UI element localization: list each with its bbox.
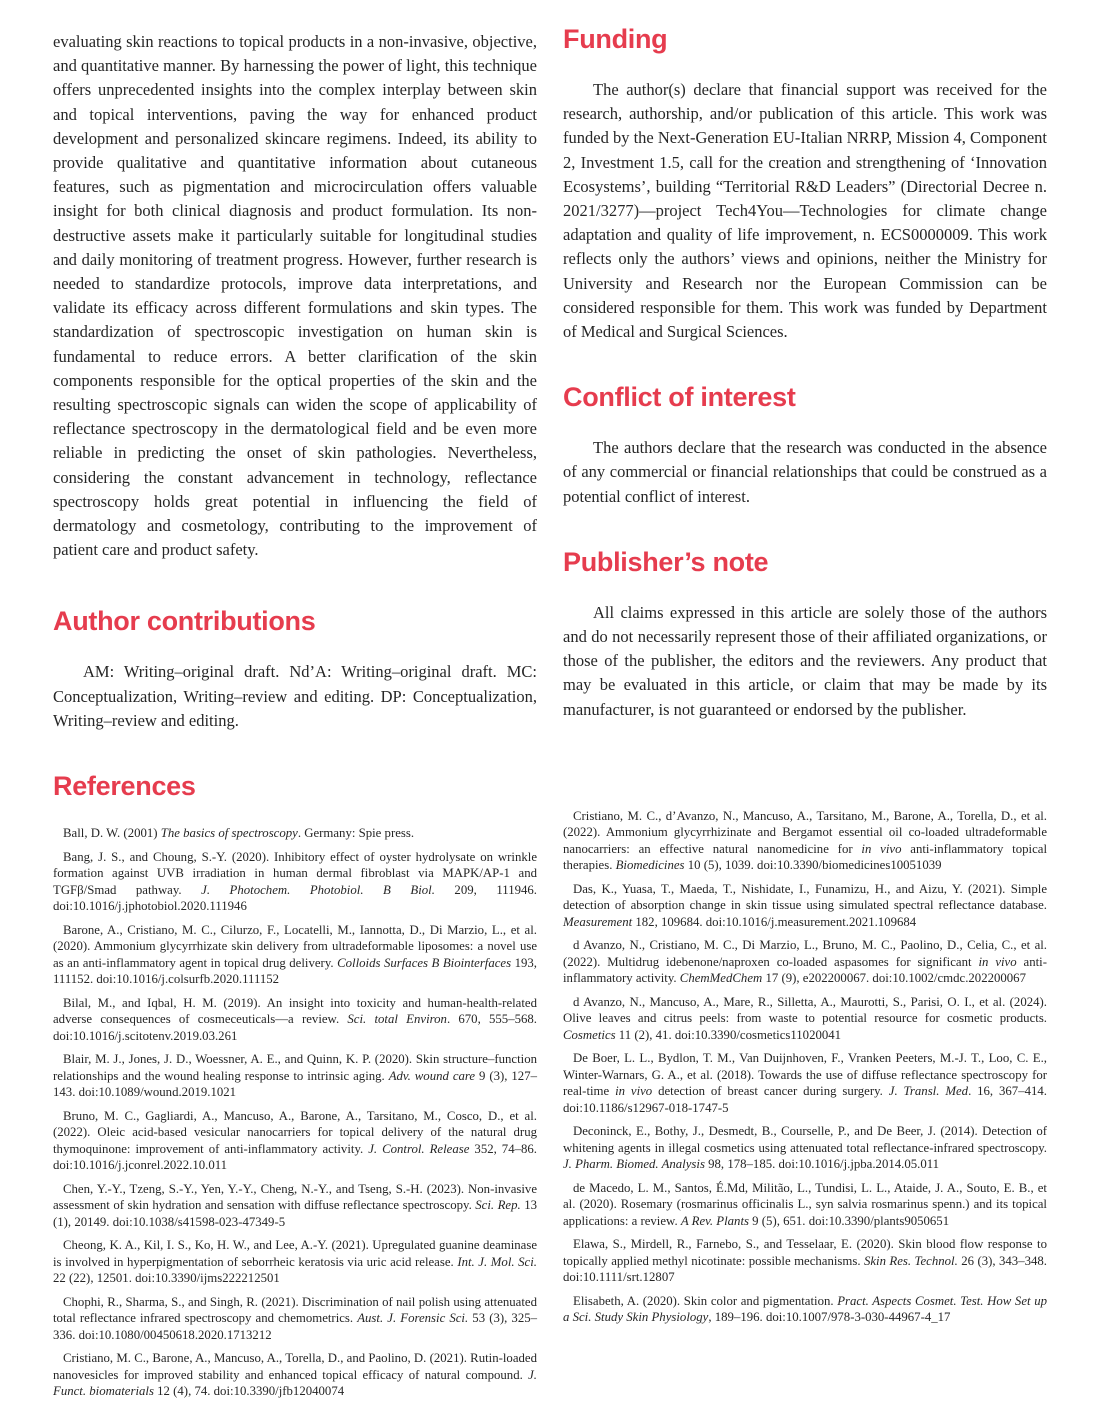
reference-item: Barone, A., Cristiano, M. C., Cilurzo, F., Locatelli, M., Iannotta, D., Di Marzio, L., et al. (2020). Ammonium glycyrrhizate skin delivery from ultradeformable liposomes: a novel use as an anti-inflammatory agent in topical drug delivery. Colloids Surfaces B Biointerfaces 193, 111152. doi:10.1016/j.colsurfb.2020.111152 — [53, 922, 537, 987]
reference-item: Das, K., Yuasa, T., Maeda, T., Nishidate, I., Funamizu, H., and Aizu, Y. (2021). Simple detection of absorption change in skin tissue using simulated spectral reflectance database. Measurement 182, 109684. doi:10.1016/j.measurement.2021.109684 — [563, 881, 1047, 929]
section-heading-references: References — [53, 771, 196, 802]
discussion-continuation-paragraph: evaluating skin reactions to topical products in a non-invasive, objective, and quantitative manner. By harnessing the power of light, this technique offers unprecedented insights into the complex interplay between skin and topical interventions, paving the way for enhanced product development and personalized skincare regimens. Indeed, its ability to provide qualitative and quantitative information about cutaneous features, such as pigmentation and microcirculation offers valuable insight for both clinical diagnosis and product formulation. Its non-destructive assets make it particularly suitable for longitudinal studies and daily monitoring of treatment progress. However, further research is needed to standardize protocols, improve data interpretations, and validate its efficacy across different formulations and skin types. The standardization of spectroscopic investigation on human skin is fundamental to reduce errors. A better clarification of the skin components responsible for the optical properties of the skin and the resulting spectroscopic signals can widen the scope of applicability of reflectance spectroscopy in the dermatological field and be even more reliable in predicting the onset of skin pathologies. Nevertheless, considering the constant advancement in technology, reflectance spectroscopy holds great potential in influencing the field of dermatology and cosmetology, contributing to the improvement of patient care and product safety. — [53, 32, 537, 560]
reference-item: Cheong, K. A., Kil, I. S., Ko, H. W., and Lee, A.-Y. (2021). Upregulated guanine deaminase is involved in hyperpigmentation of seborrheic keratosis via uric acid release. Int. J. Mol. Sci. 22 (22), 12501. doi:10.3390/ijms222212501 — [53, 1238, 537, 1286]
reference-item: Blair, M. J., Jones, J. D., Woessner, A. E., and Quinn, K. P. (2020). Skin structure–function relationships and the wound healing response to intrinsic aging. Adv. wound care 9 (3), 127–143. doi:10.1089/wound.2019.1021 — [53, 1052, 537, 1100]
author-contributions-paragraph: AM: Writing–original draft. Nd’A: Writing–original draft. MC: Conceptualization, Writing–review and editing. DP: Conceptualization, Writing–review and editing. — [53, 662, 537, 730]
reference-item: Ball, D. W. (2001) The basics of spectroscopy. Germany: Spie press. — [63, 826, 415, 841]
reference-item: Chen, Y.-Y., Tzeng, S.-Y., Yen, Y.-Y., Cheng, N.-Y., and Tseng, S.-H. (2023). Non-invasive assessment of skin hydration and sensation with diffuse reflectance spectroscopy. Sci. Rep. 13 (1), 20149. doi:10.1038/s41598-023-47349-5 — [53, 1181, 537, 1229]
reference-item: Cristiano, M. C., d’Avanzo, N., Mancuso, A., Tarsitano, M., Barone, A., Torella, D., et al. (2022). Ammonium glycyrrhizinate and Bergamot essential oil co-loaded ultradeformable nanocarriers: an effective natural nanomedicine for in vivo anti-inflammatory topical therapies. Biomedicines 10 (5), 1039. doi:10.3390/biomedicines10051039 — [563, 808, 1048, 873]
section-heading-publishers-note: Publisher’s note — [563, 546, 769, 577]
reference-item: Bilal, M., and Iqbal, H. M. (2019). An insight into toxicity and human-health-related adverse consequences of cosmeceuticals—a review. Sci. total Environ. 670, 555–568. doi:10.1016/j.scitotenv.2019.03.261 — [53, 995, 537, 1043]
reference-item: de Macedo, L. M., Santos, É.Md, Militão, L., Tundisi, L. L., Ataide, J. A., Souto, E. B., et al. (2020). Rosemary (rosmarinus officinalis L., syn salvia rosmarinus spenn.) and its topical applications: a review. A Rev. Plants 9 (5), 651. doi:10.3390/plants9050651 — [563, 1180, 1047, 1228]
reference-item: Deconinck, E., Bothy, J., Desmedt, B., Courselle, P., and De Beer, J. (2014). Detection of whitening agents in illegal cosmetics using attenuated total reflectance-infrared spectroscopy. J. Pharm. Biomed. Analysis 98, 178–185. doi:10.1016/j.jpba.2014.05.011 — [563, 1124, 1047, 1172]
references-list-left — [53, 825, 537, 1400]
reference-item: Chophi, R., Sharma, S., and Singh, R. (2021). Discrimination of nail polish using attenuated total reflectance infrared spectroscopy and chemometrics. Aust. J. Forensic Sci. 53 (3), 325–336. doi:10.1080/00450618.2020.1713212 — [53, 1294, 538, 1342]
reference-item: d Avanzo, N., Mancuso, A., Mare, R., Silletta, A., Maurotti, S., Parisi, O. I., et al. (2024). Olive leaves and citrus peels: from waste to potential resource for cosmetic products. Cosmetics 11 (2), 41. doi:10.3390/cosmetics11020041 — [563, 994, 1047, 1042]
reference-item: Cristiano, M. C., Barone, A., Mancuso, A., Torella, D., and Paolino, D. (2021). Rutin-loaded nanovesicles for improved stability and enhanced topical efficacy of natural compound. J. Funct. biomaterials 12 (4), 74. doi:10.3390/jfb12040074 — [53, 1351, 537, 1399]
reference-item: Bang, J. S., and Choung, S.-Y. (2020). Inhibitory effect of oyster hydrolysate on wrinkle formation against UVB irradiation in human dermal fibroblast via MAPK/AP-1 and TGFβ/Smad pathway. J. Photochem. Photobiol. B Biol. 209, 111946. doi:10.1016/j.jphotobiol.2020.111946 — [53, 849, 537, 914]
section-heading-funding: Funding — [563, 24, 668, 54]
conflict-of-interest-paragraph: The authors declare that the research was conducted in the absence of any commercial or financial relationships that could be construed as a potential conflict of interest. — [563, 438, 1047, 506]
publishers-note-paragraph: All claims expressed in this article are solely those of the authors and do not necessarily represent those of their affiliated organizations, or those of the publisher, the editors and the reviewers. Any product that may be evaluated in this article, or claim that may be made by its manufacturer, is not guaranteed or endorsed by the publisher. — [563, 602, 1047, 719]
section-heading-conflict-of-interest: Conflict of interest — [563, 382, 796, 413]
funding-paragraph: The author(s) declare that financial support was received for the research, authorship, and/or publication of this article. This work was funded by the Next-Generation EU-Italian NRRP, Mission 4, Component 2, Investment 1.5, call for the creation and strengthening of ‘Innovation Ecosystems’, building “Territorial R&D Leaders” (Directorial Decree n. 2021/3277)—project Tech4You—Technologies for climate change adaptation and quality of life improvement, n. ECS0000009. This work reflects only the authors’ views and opinions, neither the Ministry for University and Research nor the European Commission can be considered responsible for them. This work was funded by Department of Medical and Surgical Sciences. — [563, 80, 1047, 342]
left-column — [53, 22, 537, 1407]
section-heading-author-contributions: Author contributions — [53, 606, 316, 637]
reference-item: Elawa, S., Mirdell, R., Farnebo, S., and Tesselaar, E. (2020). Skin blood flow response to topically applied methyl nicotinate: possible mechanisms. Skin Res. Technol. 26 (3), 343–348. doi:10.1111/srt.12807 — [563, 1237, 1047, 1285]
reference-item: d Avanzo, N., Cristiano, M. C., Di Marzio, L., Bruno, M. C., Paolino, D., Celia, C., et al. (2022). Multidrug idebenone/naproxen co-loaded aspasomes for significant in vivo anti-inflammatory activity. ChemMedChem 17 (9), e202200067. doi:10.1002/cmdc.202200067 — [563, 938, 1047, 986]
references-list-right — [563, 808, 1047, 1326]
reference-item: Elisabeth, A. (2020). Skin color and pigmentation. Pract. Aspects Cosmet. Test. How Set up a Sci. Study Skin Physiology, 189–196. doi:10.1007/978-3-030-44967-4_17 — [563, 1293, 1047, 1325]
reference-item: De Boer, L. L., Bydlon, T. M., Van Duijnhoven, F., Vranken Peeters, M.-J. T., Loo, C. E., Winter-Warnars, G. A., et al. (2018). Towards the use of diffuse reflectance spectroscopy for real-time in vivo detection of breast cancer during surgery. J. Transl. Med. 16, 367–414. doi:10.1186/s12967-018-1747-5 — [563, 1051, 1047, 1115]
right-column — [563, 22, 1047, 1407]
reference-item: Bruno, M. C., Gagliardi, A., Mancuso, A., Barone, A., Tarsitano, M., Cosco, D., et al. (2022). Oleic acid-based vesicular nanocarriers for topical delivery of the natural drug thymoquinone: improvement of anti-inflammatory activity. J. Control. Release 352, 74–86. doi:10.1016/j.jconrel.2022.10.011 — [53, 1108, 537, 1173]
